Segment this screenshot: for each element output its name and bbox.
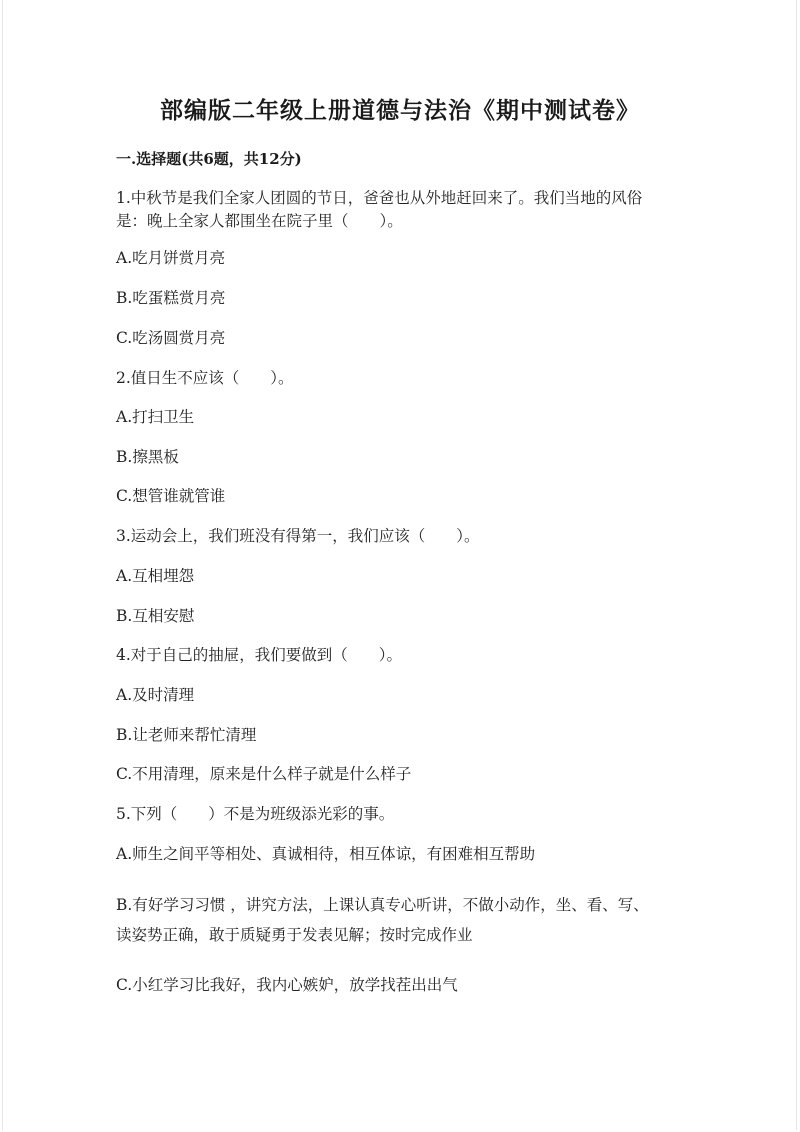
- question-2-option-c: C.想管谁就管谁: [116, 487, 226, 505]
- question-2-option-b: B.擦黑板: [116, 448, 179, 466]
- question-1-option-c: C.吃汤圆赏月亮: [116, 329, 226, 347]
- question-1-stem-line-2: 是：晚上全家人都围坐在院子里（ ）。: [116, 212, 403, 230]
- question-1-option-b: B.吃蛋糕赏月亮: [116, 289, 226, 307]
- question-3-option-a: A.互相埋怨: [116, 567, 195, 585]
- question-5-option-b-line-1: B.有好学习习惯 ，讲究方法，上课认真专心听讲，不做小动作，坐、看、写、: [116, 896, 649, 914]
- question-4-option-b: B.让老师来帮忙清理: [116, 726, 257, 744]
- question-5-option-c: C.小红学习比我好，我内心嫉妒，放学找茬出出气: [116, 976, 458, 994]
- question-4-option-a: A.及时清理: [116, 686, 195, 704]
- question-1-stem-line-1: 1.中秋节是我们全家人团圆的节日，爸爸也从外地赶回来了。我们当地的风俗: [116, 189, 643, 207]
- section-heading: 一.选择题(共6题，共12分): [116, 150, 302, 168]
- question-1-option-a: A.吃月饼赏月亮: [116, 249, 226, 267]
- question-2-stem: 2.值日生不应该（ ）。: [116, 369, 294, 387]
- document-title: 部编版二年级上册道德与法治《期中测试卷》: [160, 97, 640, 124]
- question-3-stem: 3.运动会上，我们班没有得第一，我们应该（ ）。: [116, 527, 480, 545]
- question-2-option-a: A.打扫卫生: [116, 408, 195, 426]
- question-4-option-c: C.不用清理，原来是什么样子就是什么样子: [116, 765, 412, 783]
- question-5-stem: 5.下列（ ）不是为班级添光彩的事。: [116, 805, 395, 823]
- question-3-option-b: B.互相安慰: [116, 607, 195, 625]
- question-5-option-a: A.师生之间平等相处、真诚相待，相互体谅，有困难相互帮助: [116, 845, 536, 863]
- question-4-stem: 4.对于自己的抽屉，我们要做到（ ）。: [116, 646, 403, 664]
- question-5-option-b-line-2: 读姿势正确，敢于质疑勇于发表见解；按时完成作业: [116, 926, 473, 944]
